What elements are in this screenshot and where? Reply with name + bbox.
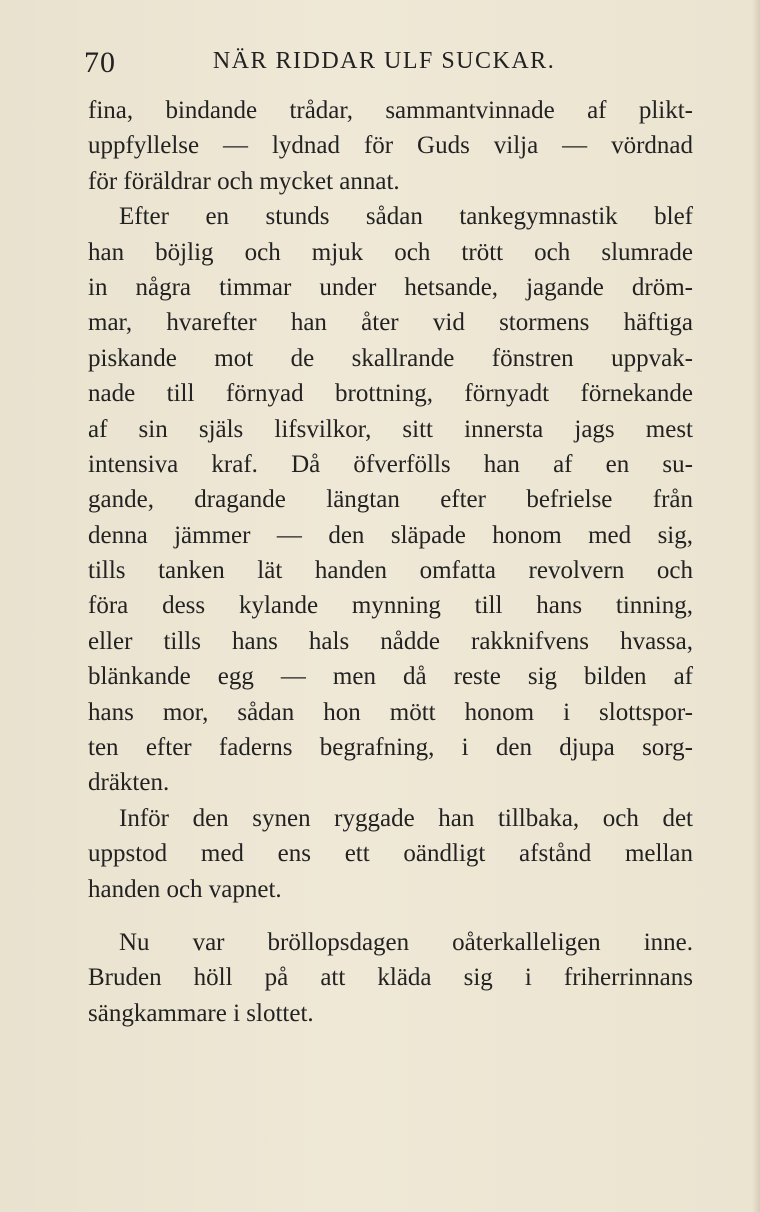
text-line: gande, dragande längtan efter befrielse från (88, 486, 693, 514)
body-text (88, 93, 693, 1031)
text-line: uppstod med ens ett oändligt afstånd mellan (88, 840, 693, 868)
text-line: eller tills hans hals nådde rakknifvens hvassa, (88, 627, 693, 655)
text-line: denna jämmer — den släpade honom med sig, (88, 521, 693, 549)
text-line: dräkten. (88, 769, 170, 797)
text-line: Bruden höll på att kläda sig i friherrinnans (88, 964, 693, 992)
paragraph (88, 925, 693, 1031)
text-line: sängkammare i slottet. (88, 999, 314, 1027)
text-line: fina, bindande trådar, sammantvinnade af plikt- (88, 97, 693, 124)
text-line: föra dess kylande mynning till hans tinning, (88, 592, 693, 620)
text-line: uppfyllelse — lydnad för Guds vilja — vördnad (88, 132, 693, 160)
text-line: Nu var bröllopsdagen oåterkalleligen inne. (119, 928, 693, 956)
paragraph (88, 801, 693, 907)
text-line: blänkande egg — men då reste sig bilden af (88, 663, 693, 691)
text-line: af sin själs lifsvilkor, sitt innersta jags mest (88, 415, 693, 443)
text-line: intensiva kraf. Då öfverfölls han af en su- (88, 450, 693, 478)
running-head: NÄR RIDDAR ULF SUCKAR. (212, 48, 556, 74)
paragraph (88, 93, 693, 199)
page-number: 70 (84, 46, 116, 79)
section-gap (88, 907, 693, 925)
text-line: in några timmar under hetsande, jagande dröm- (88, 273, 693, 301)
text-line: mar, hvarefter han åter vid stormens häftiga (88, 309, 693, 337)
text-line: för föräldrar och mycket annat. (88, 167, 400, 195)
text-line: ten efter faderns begrafning, i den djupa sorg- (88, 734, 693, 762)
paragraph (88, 199, 693, 801)
text-line: nade till förnyad brottning, förnyadt förnekande (88, 380, 693, 408)
text-line: Efter en stunds sådan tankegymnastik blef (119, 203, 693, 231)
text-line: piskande mot de skallrande fönstren uppvak- (88, 344, 693, 372)
text-line: Inför den synen ryggade han tillbaka, och det (119, 804, 693, 832)
text-line: hans mor, sådan hon mött honom i slottspor- (88, 698, 693, 726)
page-edge-shadow (752, 0, 760, 1212)
text-line: han böjlig och mjuk och trött och slumrade (88, 238, 693, 266)
page-header (84, 46, 684, 86)
text-line: tills tanken lät handen omfatta revolvern och (88, 557, 693, 585)
text-line: handen och vapnet. (88, 875, 282, 903)
